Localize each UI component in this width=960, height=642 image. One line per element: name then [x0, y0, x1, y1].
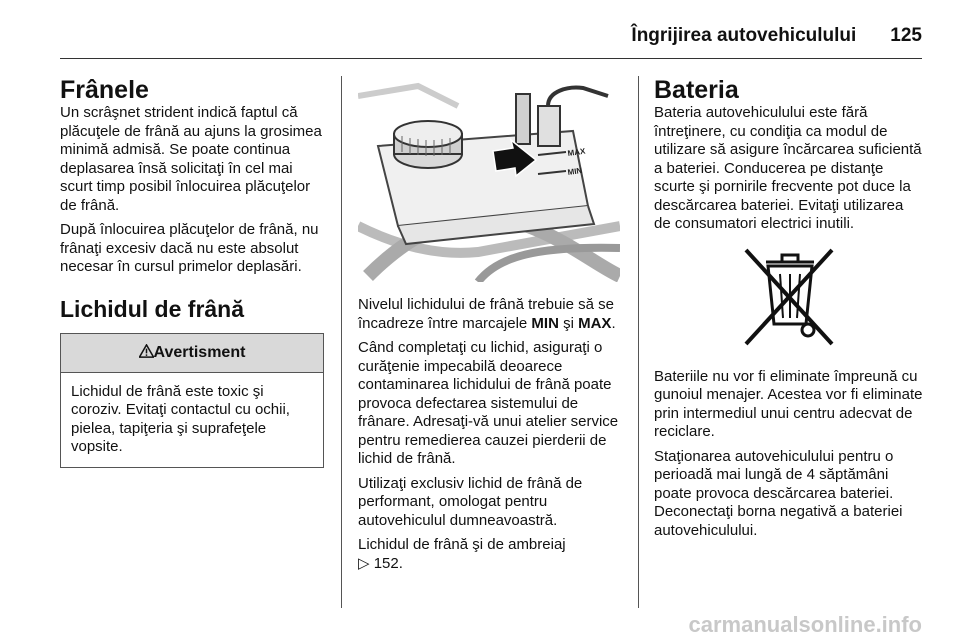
fluid-paragraph-3: Utilizaţi exclusiv lichid de frână de performant, omologat pentru autovehiculul dumneavoastră. — [358, 474, 583, 529]
max-mark: MAX — [578, 314, 612, 332]
warning-title-text: Avertisment — [153, 343, 246, 361]
heading-brakes: Frânele — [60, 76, 149, 104]
fluid-paragraph-2: Când completaţi cu lichid, asiguraţi o curăţenie impecabilă deoarece contaminarea lichidului de frână poate provoca defectarea sistemului de frânare. Adresaţi-vă unui atelier service pentru remedierea cauzei pierderii de lichid de frână. — [358, 339, 619, 467]
crossed-out-bin-icon — [734, 242, 844, 352]
battery-paragraph-3: Staţionarea autovehiculului pentru o perioadă mai lungă de 4 săptămâni poate provoca descărcarea bateriei. Deconectaţi borna negativă a bateriei autovehiculului. — [654, 447, 903, 539]
page-header — [60, 14, 922, 59]
page-reference-icon: ▷ — [358, 554, 370, 572]
max-marking-label: MAX — [567, 146, 586, 158]
brakes-paragraph-1: Un scrâşnet strident indică faptul că plăcuţele de frână au ajuns la grosimea minimă admisă. Se poate continua deplasarea însă solicitaţi în cel mai scurt timp posibil înlocuirea plăcuţelor de frână. — [60, 104, 322, 214]
page-number: 125 — [890, 25, 922, 46]
min-marking-label: MIN — [567, 166, 583, 177]
level-paragraph: Nivelul lichidului de frână trebuie să se încadreze între marcajele MIN şi MAX. — [358, 296, 616, 332]
header-title: Îngrijirea autovehiculului — [631, 25, 857, 46]
warning-body: Lichidul de frână este toxic şi coroziv. Evitaţi contactul cu ochii, pielea, tapiţeria şi suprafeţele vopsite. — [71, 382, 290, 455]
brake-fluid-reservoir-illustration — [358, 76, 620, 282]
fluid-paragraph-4: Lichidul de frână şi de ambreiaj ▷ 152. — [358, 536, 566, 572]
warning-title — [61, 334, 323, 373]
heading-battery: Bateria — [654, 76, 739, 104]
warning-triangle-icon — [139, 344, 154, 358]
column-divider-1 — [341, 76, 342, 608]
battery-paragraph-1: Bateria autovehiculului este fără întreţinere, cu condiţia ca modul de utilizare să asigure încărcarea suficientă a bateriei. Conducerea pe distanţe scurte şi pornirile frecvente pot duce la descărcarea bateriei. Evitaţi utilizarea de consumatori electrici inutili. — [654, 104, 922, 232]
column-brake-fluid — [358, 76, 620, 579]
page-reference[interactable]: 152. — [373, 554, 403, 572]
heading-brake-fluid: Lichidul de frână — [60, 295, 245, 322]
watermark: carmanualsonline.info — [688, 612, 922, 637]
column-divider-2 — [638, 76, 639, 608]
battery-paragraph-2: Bateriile nu vor fi eliminate împreună cu gunoiul menajer. Acestea vor fi eliminate prin intermediul unui centru adecvat de reciclare. — [654, 367, 923, 440]
warning-box — [60, 333, 324, 468]
min-mark: MIN — [531, 314, 559, 332]
brakes-paragraph-2: După înlocuirea plăcuţelor de frână, nu frânaţi excesiv dacă nu este absolut necesar în cursul primelor deplasări. — [60, 221, 319, 275]
column-battery — [654, 76, 924, 546]
column-brakes — [60, 76, 324, 468]
